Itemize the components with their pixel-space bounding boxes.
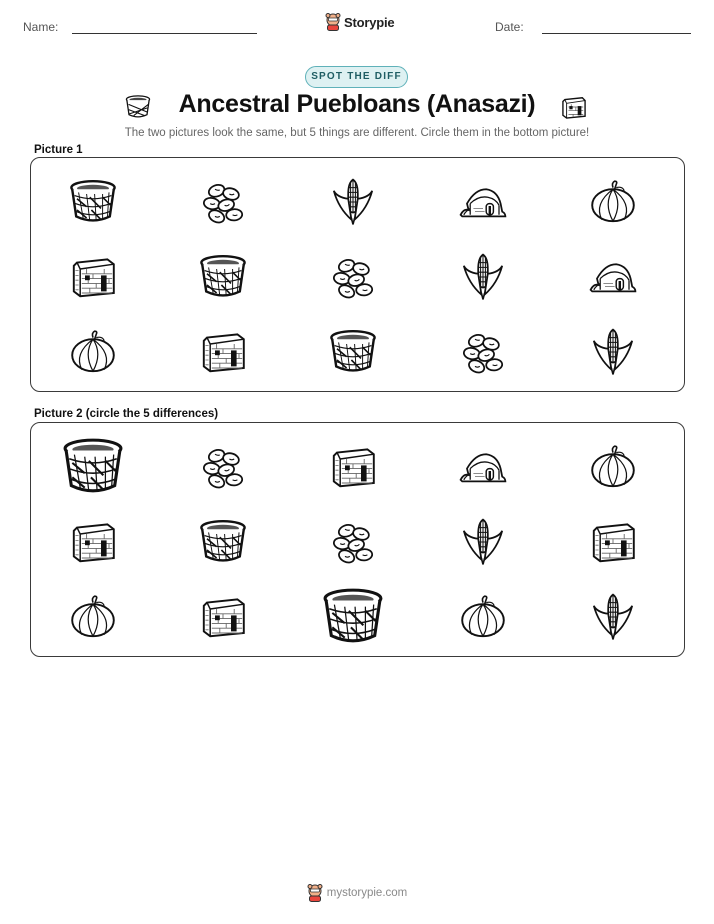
picture-2-pueblo-icon[interactable]	[199, 593, 247, 641]
picture-1-beans-icon[interactable]	[199, 178, 247, 226]
picture-1-basket-icon[interactable]	[69, 178, 117, 226]
picture-2-pumpkin-icon[interactable]	[589, 443, 637, 491]
footer-site: mystorypie.com	[326, 887, 408, 899]
picture-2-corn-icon[interactable]	[589, 593, 637, 641]
date-line[interactable]	[542, 33, 691, 34]
picture-1-corn-icon[interactable]	[459, 253, 507, 301]
picture-1-corn-icon[interactable]	[589, 328, 637, 376]
brand-logo	[325, 13, 394, 31]
picture-1-corn-icon[interactable]	[329, 178, 377, 226]
picture-2-pueblo-icon[interactable]	[69, 518, 117, 566]
picture-1-basket-icon[interactable]	[199, 253, 247, 301]
title-pueblo-icon	[560, 95, 588, 124]
footer-mascot-icon	[307, 884, 323, 902]
picture-1-house-icon[interactable]	[589, 253, 637, 301]
name-line[interactable]	[72, 33, 257, 34]
picture-2-pumpkin-icon[interactable]	[459, 593, 507, 641]
picture-1-basket-icon[interactable]	[329, 328, 377, 376]
picture-2-basket-icon[interactable]	[322, 586, 384, 648]
page-title: Ancestral Puebloans (Anasazi)	[178, 90, 536, 118]
activity-badge: SPOT THE DIFF	[305, 66, 408, 88]
brand-name: Storypie	[344, 14, 395, 30]
picture-2-pueblo-icon[interactable]	[589, 518, 637, 566]
picture-1-pueblo-icon[interactable]	[69, 253, 117, 301]
picture-2-label: Picture 2 (circle the 5 differences)	[34, 408, 219, 420]
picture-2-panel[interactable]	[30, 422, 685, 657]
instructions: The two pictures look the same, but 5 things are different. Circle them in the bottom picture!	[124, 127, 590, 139]
name-label: Name:	[23, 20, 59, 34]
footer	[0, 884, 714, 902]
picture-2-beans-icon[interactable]	[329, 518, 377, 566]
picture-2-house-icon[interactable]	[459, 443, 507, 491]
picture-2-pueblo-icon[interactable]	[329, 443, 377, 491]
picture-2-basket-icon[interactable]	[199, 518, 247, 566]
picture-2-pumpkin-icon[interactable]	[69, 593, 117, 641]
picture-1-pumpkin-icon[interactable]	[589, 178, 637, 226]
picture-2-basket-icon[interactable]	[62, 436, 124, 498]
picture-1-pumpkin-icon[interactable]	[69, 328, 117, 376]
picture-1-beans-icon[interactable]	[459, 328, 507, 376]
picture-1-label: Picture 1	[34, 144, 83, 156]
picture-1-panel[interactable]	[30, 157, 685, 392]
storypie-mascot-icon	[325, 13, 341, 31]
picture-2-corn-icon[interactable]	[459, 518, 507, 566]
picture-1-beans-icon[interactable]	[329, 253, 377, 301]
picture-2-beans-icon[interactable]	[199, 443, 247, 491]
date-label: Date:	[495, 20, 524, 34]
picture-1-pueblo-icon[interactable]	[199, 328, 247, 376]
picture-1-house-icon[interactable]	[459, 178, 507, 226]
